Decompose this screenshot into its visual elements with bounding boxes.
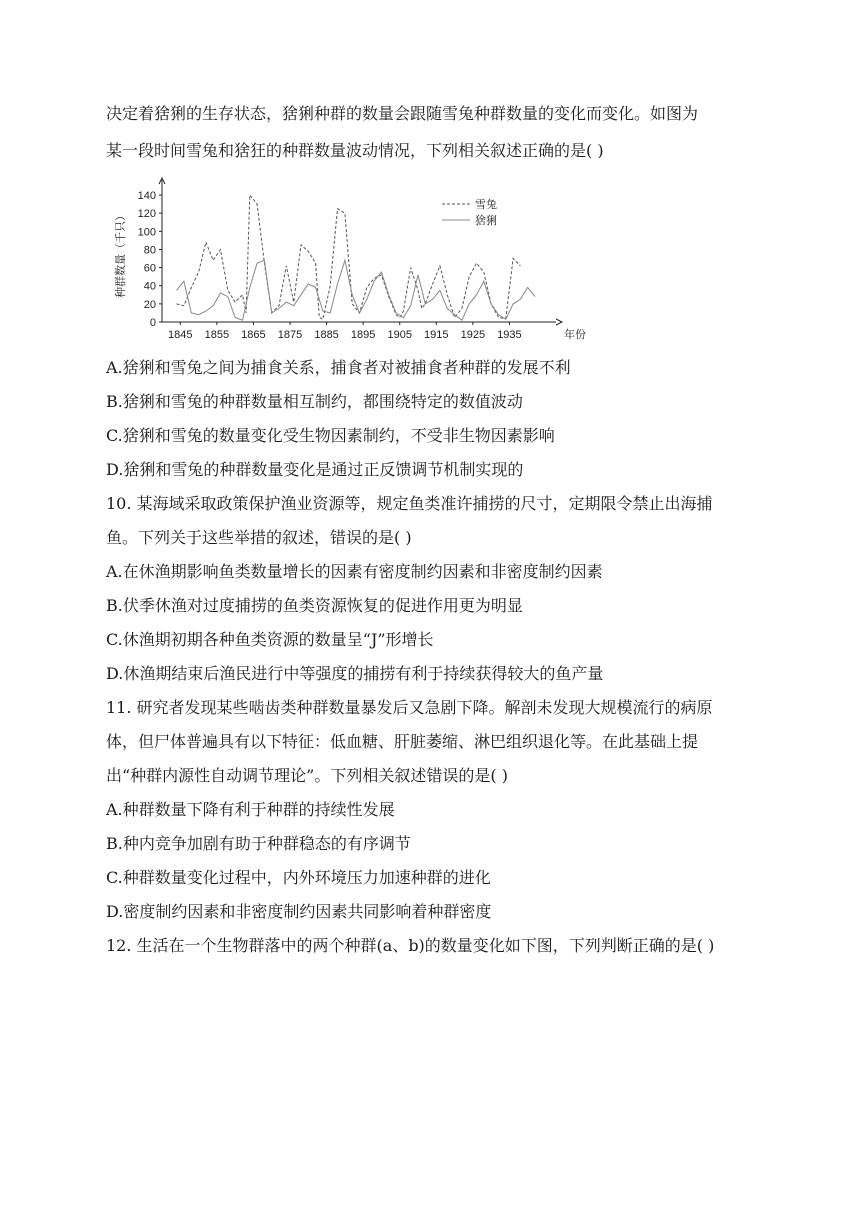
x-axis-arrow [556, 319, 562, 325]
x-tick-label: 1895 [350, 329, 376, 341]
q10-stem-line-2: 鱼。下列关于这些举措的叙述，错误的是( ) [106, 528, 412, 547]
x-tick-label: 1875 [277, 329, 303, 341]
q10-option-c: C.休渔期初期各种鱼类资源的数量呈“J”形增长 [106, 630, 434, 649]
intro-line-1: 决定着猞猁的生存状态，猞猁种群的数量会跟随雪兔种群数量的变化而变化。如图为 [106, 104, 699, 123]
q10-option-d: D.休渔期结束后渔民进行中等强度的捕捞有利于持续获得较大的鱼产量 [106, 664, 604, 683]
x-tick-label: 1885 [314, 329, 339, 341]
q9-option-b: B.猞猁和雪兔的种群数量相互制约，都围绕特定的数值波动 [106, 392, 523, 411]
y-tick-label: 0 [149, 317, 156, 329]
x-tick-label: 1925 [460, 329, 486, 341]
x-tick-label: 1905 [387, 329, 412, 341]
q9-option-c: C.猞猁和雪兔的数量变化受生物因素制约，不受非生物因素影响 [106, 426, 555, 445]
y-axis-label: 种群数量（千只） [114, 210, 127, 298]
x-tick-label: 1935 [497, 329, 522, 341]
q11-stem-line-2: 体，但尸体普遍具有以下特征：低血糖、肝脏萎缩、淋巴组织退化等。在此基础上提 [106, 732, 699, 751]
y-tick-label: 80 [143, 244, 156, 257]
intro-line-2: 某一段时间雪兔和猞狂的种群数量波动情况，下列相关叙述正确的是( ) [106, 141, 604, 160]
y-tick-label: 120 [137, 208, 156, 221]
q11-stem-line-3: 出“种群内源性自动调节理论”。下列相关叙述错误的是( ) [106, 766, 508, 785]
q11-stem-line-1: 11. 研究者发现某些啮齿类种群数量暴发后又急剧下降。解剖未发现大规模流行的病原 [106, 698, 713, 717]
q10-stem-line-1: 10. 某海域采取政策保护渔业资源等，规定鱼类准许捕捞的尺寸，定期限令禁止出海捕 [106, 494, 713, 513]
q11-option-c: C.种群数量变化过程中，内外环境压力加速种群的进化 [106, 868, 491, 887]
y-tick-label: 40 [143, 280, 156, 293]
x-tick-label: 1865 [241, 329, 266, 341]
y-tick-label: 60 [143, 262, 156, 275]
q9-option-d: D.猞猁和雪兔的种群数量变化是通过正反馈调节机制实现的 [106, 460, 524, 479]
y-tick-label: 20 [143, 298, 156, 311]
x-tick-label: 1855 [204, 329, 230, 341]
x-tick-label: 1845 [168, 329, 193, 341]
q11-option-b: B.种内竞争加剧有助于种群稳态的有序调节 [106, 834, 411, 853]
q10-option-a: A.在休渔期影响鱼类数量增长的因素有密度制约因素和非密度制约因素 [106, 562, 603, 581]
population-chart [106, 178, 586, 350]
x-axis-label: 年份 [564, 328, 586, 341]
q12-stem-line-1: 12. 生活在一个生物群落中的两个种群(a、b)的数量变化如下图，下列判断正确的是( ) [106, 936, 715, 955]
y-tick-label: 100 [137, 226, 156, 239]
q11-option-a: A.种群数量下降有利于种群的持续性发展 [106, 800, 395, 819]
y-tick-label: 140 [137, 190, 156, 203]
q9-option-a: A.猞猁和雪兔之间为捕食关系，捕食者对被捕食者种群的发展不利 [106, 358, 571, 377]
population-chart-svg [106, 178, 586, 350]
legend-label-1: 雪兔 [475, 198, 497, 211]
series-line-1 [177, 195, 521, 319]
x-tick-label: 1915 [424, 329, 449, 341]
q10-option-b: B.伏季休渔对过度捕捞的鱼类资源恢复的促进作用更为明显 [106, 596, 523, 615]
legend-label-2: 猞猁 [475, 214, 497, 227]
q11-option-d: D.密度制约因素和非密度制约因素共同影响着种群密度 [106, 902, 492, 921]
